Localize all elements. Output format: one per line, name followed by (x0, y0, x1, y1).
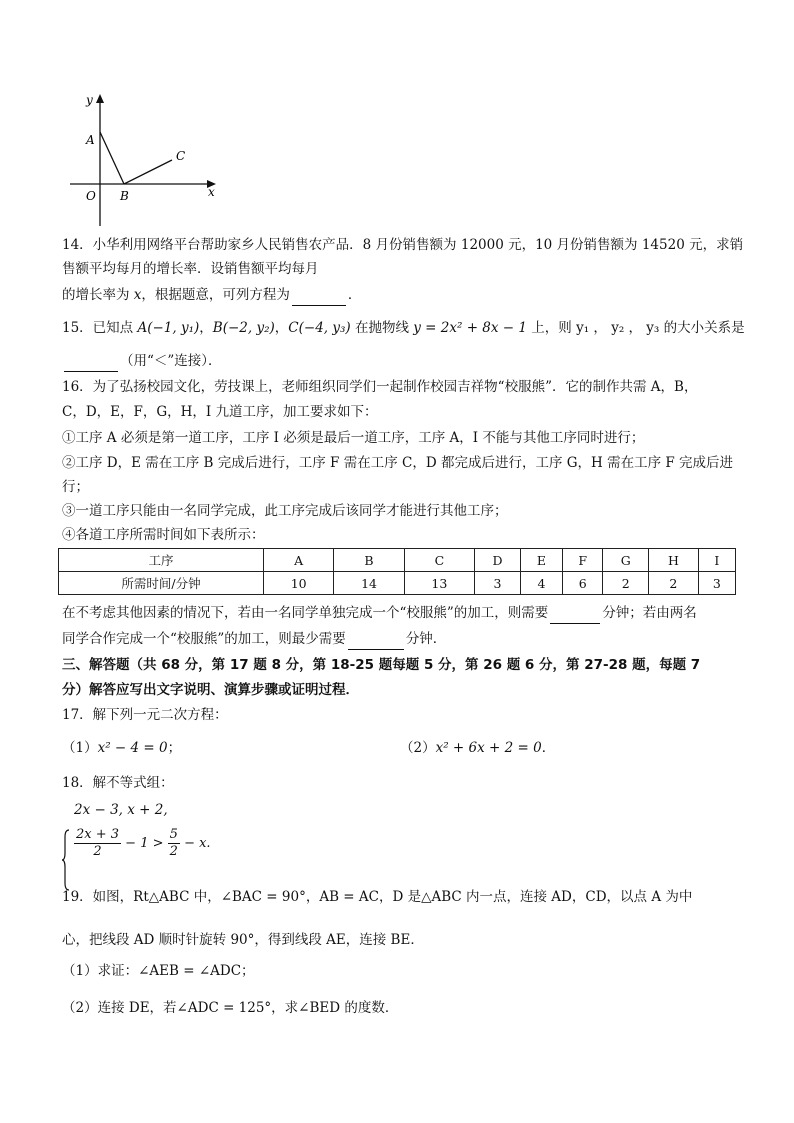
table-cell-step: E (520, 549, 562, 572)
q18-ineq2 (74, 827, 211, 860)
table-cell-step: A (264, 549, 334, 572)
table-cell-step: B (334, 549, 404, 572)
q16-after2-b: 分钟． (405, 631, 447, 647)
q15-point-b: B(−2, y₂) (212, 320, 275, 336)
table-header-label: 工序 (59, 549, 264, 572)
q15-line2 (62, 350, 736, 372)
q17-part1-end: ； (167, 740, 182, 756)
q15-prefix: 15．已知点 (62, 320, 138, 336)
label-c: C (176, 149, 186, 163)
q17-part2-label: （2） (400, 740, 436, 756)
q15-middle: 在抛物线 (350, 320, 414, 336)
q17-part2 (400, 737, 555, 759)
q16-after1-b: 分钟；若由两名 (602, 605, 697, 621)
table-row-times (59, 572, 736, 595)
q15-line1: 15．已知点 A(−1, y₁)，B(−2, y₂)，C(−4, y₃) 在抛物线 y = 2x² + 8x − 1 上，则 y₁ ， y₂ ， y₃ 的大小关系是 (62, 320, 745, 336)
table-cell-step: I (698, 549, 735, 572)
q17-part2-eq: x² + 6x + 2 = 0 (435, 740, 542, 756)
table-cell-time: 14 (334, 572, 404, 595)
q16-answer-blank-1[interactable] (550, 623, 600, 624)
q14-answer-blank[interactable] (292, 305, 346, 306)
table-cell-step: D (475, 549, 521, 572)
table-row-label: 所需时间/分钟 (59, 572, 264, 595)
section3-line2: 分）解答应写出文字说明、演算步骤或证明过程． (62, 682, 359, 698)
q18-frac-right (168, 827, 180, 860)
table-row-steps (59, 549, 736, 572)
q16-rule2: ②工序 D，E 需在工序 B 完成后进行，工序 F 需在工序 C，D 都完成后进行，工序 G，H 需在工序 F 完成后进 (62, 455, 734, 471)
q16-after2-a: 同学合作完成一个“校服熊”的加工，则最少需要 (62, 631, 346, 647)
q16-rule3: ③一道工序只能由一名同学完成，此工序完成后该同学才能进行其他工序； (62, 503, 508, 519)
process-time-table (58, 548, 736, 595)
q15-point-a: A(−1, y₁) (137, 320, 200, 336)
q17-part2-end: ． (541, 740, 556, 756)
table-cell-step: G (603, 549, 649, 572)
q17-parts (62, 737, 736, 759)
table-cell-time: 4 (520, 572, 562, 595)
table-cell-time: 3 (475, 572, 521, 595)
q15-equation: y = 2x² + 8x − 1 (413, 320, 527, 336)
table-cell-step: H (649, 549, 699, 572)
brace-icon (62, 829, 70, 891)
q17-title: 17．解下列一元二次方程： (62, 707, 228, 723)
q15-point-c: C(−4, y₃) (288, 320, 351, 336)
q14-var-x: x (133, 287, 142, 303)
q16-after1-a: 在不考虑其他因素的情况下，若由一名同学单独完成一个“校服熊”的加工，则需要 (62, 605, 549, 621)
q18-frac-right-den: 2 (169, 844, 178, 859)
table-cell-step: F (563, 549, 603, 572)
q14-line2: 售额平均每月的增长率．设销售额平均每月 (62, 261, 319, 277)
q19-line2: 心，把线段 AD 顺时针旋转 90°，得到线段 AE，连接 BE． (62, 932, 424, 948)
q16-after2 (62, 628, 736, 650)
q14-line3 (62, 284, 736, 306)
table-cell-step: C (404, 549, 474, 572)
q14-line3-a: 的增长率为 (62, 287, 134, 303)
q18-frac-right-num: 5 (169, 827, 178, 842)
q16-rule2b: 行； (62, 479, 89, 495)
q15-suffix: 上，则 y₁ ， y₂ ， y₃ 的大小关系是 (526, 320, 745, 336)
q19-line1: 19．如图，Rt△ABC 中，∠BAC = 90°，AB = AC，D 是△ABC 内一点，连接 AD，CD，以点 A 为中 (62, 889, 693, 905)
q16-rule1: ①工序 A 必须是第一道工序，工序 I 必须是最后一道工序，工序 A，I 不能与其他工序同时进行； (62, 430, 645, 446)
q17-part1-label: （1） (62, 740, 98, 756)
coordinate-figure (62, 88, 222, 228)
label-x: x (208, 185, 215, 199)
section3-line1: 三、解答题（共 68 分，第 17 题 8 分，第 18-25 题每题 5 分，第 26 题 6 分，第 27-28 题，每题 7 (62, 657, 701, 673)
table-cell-time: 2 (603, 572, 649, 595)
q19-part1: （1）求证：∠AEB = ∠ADC； (62, 963, 255, 979)
q16-after1 (62, 602, 736, 624)
q15-line2-text: （用“＜”连接）． (120, 353, 222, 369)
table-cell-time: 3 (698, 572, 735, 595)
q16-rule4: ④各道工序所需时间如下表所示： (62, 527, 265, 543)
q15-answer-blank[interactable] (64, 371, 118, 372)
table-cell-time: 6 (563, 572, 603, 595)
q18-frac-left-num: 2x + 3 (76, 827, 120, 842)
label-y: y (86, 93, 93, 107)
q18-ineq1: 2x − 3, x + 2, (74, 802, 168, 818)
table-cell-time: 13 (404, 572, 474, 595)
label-b: B (120, 189, 129, 203)
q17-part1-eq: x² − 4 = 0 (97, 740, 168, 756)
q16-line2: C，D，E，F，G，H，I 九道工序，加工要求如下： (62, 404, 378, 420)
q14-line1: 14．小华利用网络平台帮助家乡人民销售农产品．8 月份销售额为 12000 元，10 月份销售额为 14520 元，求销 (62, 237, 744, 253)
q18-frac-left (74, 827, 121, 860)
q16-line1: 16．为了弘扬校园文化，劳技课上，老师组织同学们一起制作校园吉祥物“校服熊”．它的制作共需 A，B， (62, 379, 698, 395)
q18-ineq2-end: − x. (184, 836, 211, 851)
label-a: A (86, 133, 95, 147)
q18-title: 18．解不等式组： (62, 775, 174, 791)
q14-line3-b: ，根据题意，可列方程为 (141, 287, 290, 303)
q16-answer-blank-2[interactable] (348, 649, 404, 650)
table-cell-time: 2 (649, 572, 699, 595)
q18-frac-left-den: 2 (93, 844, 102, 859)
q14-line3-end: ． (347, 287, 362, 303)
table-cell-time: 10 (264, 572, 334, 595)
label-o: O (86, 189, 96, 203)
q18-ineq2-mid: − 1 > (125, 836, 164, 851)
q19-part2: （2）连接 DE，若∠ADC = 125°，求∠BED 的度数． (62, 1000, 399, 1016)
